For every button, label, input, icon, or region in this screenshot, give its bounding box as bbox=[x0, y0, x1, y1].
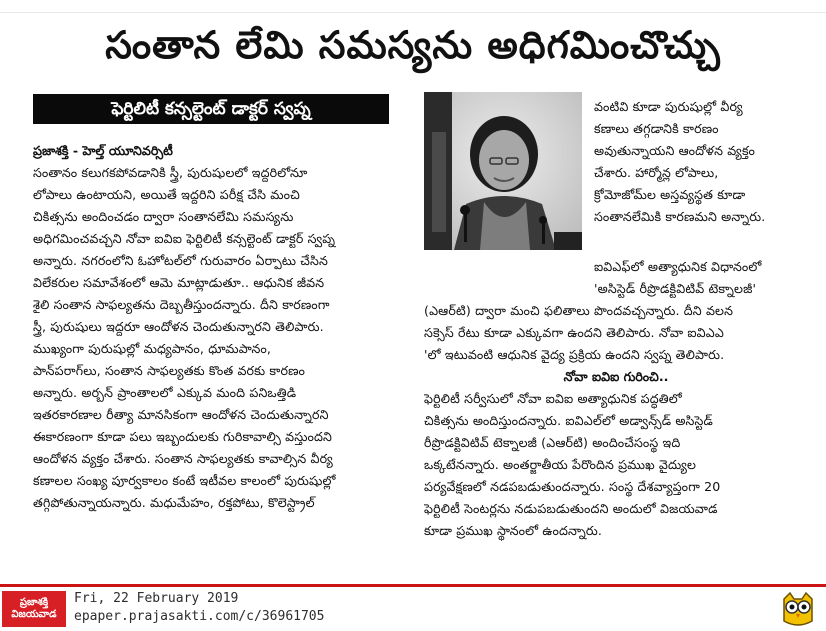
article-line: ఆందోళన వ్యక్తం చేశారు. సంతాన సాఫల్యతకు కావాల్సిన వీర్య bbox=[33, 451, 333, 466]
page-title: సంతాన లేమి సమస్యను అధిగమించొచ్చు bbox=[105, 23, 721, 67]
owl-icon bbox=[778, 591, 818, 627]
article-column-left bbox=[33, 140, 409, 572]
article-line: ఫెర్టిలిటీ సర్వీసులో నోవా ఐవిఐ అత్యాధునిక పద్ధతిలో bbox=[424, 391, 682, 406]
article-line: (ఎఆర్‌టి) ద్వారా మంచి ఫలితాలు పొందవచ్చన్నారు. దీని వలన bbox=[424, 303, 734, 318]
article-line: చేశారు. హార్మోన్ల లోపాలు, bbox=[594, 165, 719, 180]
footer-info bbox=[74, 590, 324, 626]
article-line: కూడా ప్రముఖ స్థానంలో ఉందన్నారు. bbox=[424, 523, 603, 538]
article-line: సంతానలేమికి కారణమని అన్నారు. bbox=[594, 209, 766, 224]
article-line: అన్నారు. అర్బన్ ప్రాంతాలలో ఎక్కువ మంది పనిఒత్తిడి bbox=[33, 385, 297, 400]
article-line: స్త్రీ, పురుషులు ఇద్దరూ ఆందోళన చెందుతున్నారని తెలిపారు. bbox=[33, 319, 324, 334]
article-line: అధిగమించవచ్చని నోవా ఐవిఐ ఫెర్టిలిటీ కన్సల్టెంట్ డాక్టర్ స్వప్న bbox=[33, 231, 336, 246]
section-subheading: నోవా ఐవిఐ గురించి.. bbox=[563, 369, 669, 384]
logo-line-1: ప్రజాశక్తి bbox=[19, 597, 49, 608]
article-line: శైలి సంతాన సాఫల్యతను దెబ్బతీస్తుందన్నారు. దీని కారణంగా bbox=[33, 297, 330, 312]
article-line: అవుతున్నాయని ఆందోళన వ్యక్తం bbox=[594, 143, 756, 158]
article-line: చికిత్సను అందిస్తుందన్నారు. ఐవిఎల్‌లో అడ్వాన్స్‌డ్ అసిస్టెడ్ bbox=[424, 413, 713, 428]
article-line: సక్సెస్ రేటు కూడా ఎక్కువగా ఉందని తెలిపారు. నోవా ఐవిఎఎ bbox=[424, 325, 724, 340]
article-line: పాన్‌పరాగ్‌లు, సంతాన సాఫల్యతకు కొంత వరకు కారణం bbox=[33, 363, 306, 378]
edition-date: Fri, 22 February 2019 bbox=[74, 591, 239, 606]
article-line: తగ్గిపోతున్నాయన్నారు. మధుమేహం, రక్తపోటు, కొలెస్ట్రాల్ bbox=[33, 495, 315, 510]
article-line: వంటివి కూడా పురుషుల్లో వీర్య bbox=[594, 99, 743, 114]
footer-bar bbox=[0, 584, 826, 631]
publication-logo[interactable] bbox=[2, 591, 66, 627]
article-line: అన్నారు. నగరంలోని ఓహోటల్‌లో గురువారం ఏర్పాటు చేసిన bbox=[33, 253, 329, 268]
article-column-right-top bbox=[594, 96, 808, 256]
article-line: ముఖ్యంగా పురుషుల్లో మధ్యపానం, ధూమపానం, bbox=[33, 341, 272, 356]
article-line: 'లో ఇటువంటి ఆధునిక వైద్య ప్రక్రియ ఉందని స్వప్న తెలిపారు. bbox=[424, 347, 725, 362]
article-line: క్రోమోజోమ్‌ల అస్తవ్యస్థత కూడా bbox=[594, 187, 746, 202]
article-line: చికిత్సను అందించడం ద్వారా సంతానలేమి సమస్యను bbox=[33, 209, 294, 224]
article-line: ఈకారణంగా కూడా పలు ఇబ్బందులకు గురికావాల్సి వస్తుందని bbox=[33, 429, 333, 444]
article-line: కణాలల సంఖ్య పూర్వకాలం కంటే ఇటీవల కాలంలో పురుషుల్లో bbox=[33, 473, 336, 488]
article-line: ఇతరకారణాల రీత్యా మానసికంగా ఆందోళన చెందుతున్నారని bbox=[33, 407, 329, 422]
article-line: లోపాలు ఉంటాయని, అయితే ఇద్దరిని పరీక్ష చేసి మంచి bbox=[33, 187, 300, 202]
article-line: విలేకరుల సమావేశంలో ఆమె మాట్లాడుతూ.. ఆధునిక జీవన bbox=[33, 275, 325, 290]
article-line: రీప్రొడక్టివిటివ్ టెక్నాలజీ (ఎఆర్‌టి) అందించేసంస్థ ఇది bbox=[424, 435, 681, 450]
article-line: ఐవిఎఫ్‌లో అత్యాధునిక విధానంలో bbox=[594, 259, 762, 274]
logo-line-2: విజయవాడ bbox=[11, 609, 57, 620]
epaper-link[interactable]: epaper.prajasakti.com/c/36961705 bbox=[74, 609, 325, 624]
article-line: సంతానం కలుగకపోవడానికి స్త్రీ, పురుషులలో ఇద్దరిలోనూ bbox=[33, 165, 308, 180]
article-line: పర్యవేక్షణలో నడపబడుతుందన్నారు. సంస్థ దేశవ్యాప్తంగా 20 bbox=[424, 479, 721, 494]
article-line: కణాలు తగ్గడానికి కారణం bbox=[594, 121, 719, 136]
byline-banner: ఫెర్టిలిటీ కన్సల్టెంట్ డాక్టర్ స్వప్న bbox=[33, 94, 389, 124]
portrait-photo-icon bbox=[424, 92, 582, 250]
article-line: ఒక్కటేనన్నారు. అంతర్జాతీయ పేరొందిన ప్రముఖ వైద్యుల bbox=[424, 457, 697, 472]
article-line: 'అసిస్టెడ్ రీప్రొడక్టివిటివ్ టెక్నాలజీ' bbox=[594, 281, 757, 296]
portrait-photo bbox=[424, 92, 582, 250]
article-source: ప్రజాశక్తి - హెల్త్ యూనివర్సిటీ bbox=[33, 143, 173, 158]
article-line: ఫెర్టిలిటీ సెంటర్లను నడుపబడుతుందని అందులో విజయవాడ bbox=[424, 501, 718, 516]
article-column-right bbox=[424, 256, 808, 576]
